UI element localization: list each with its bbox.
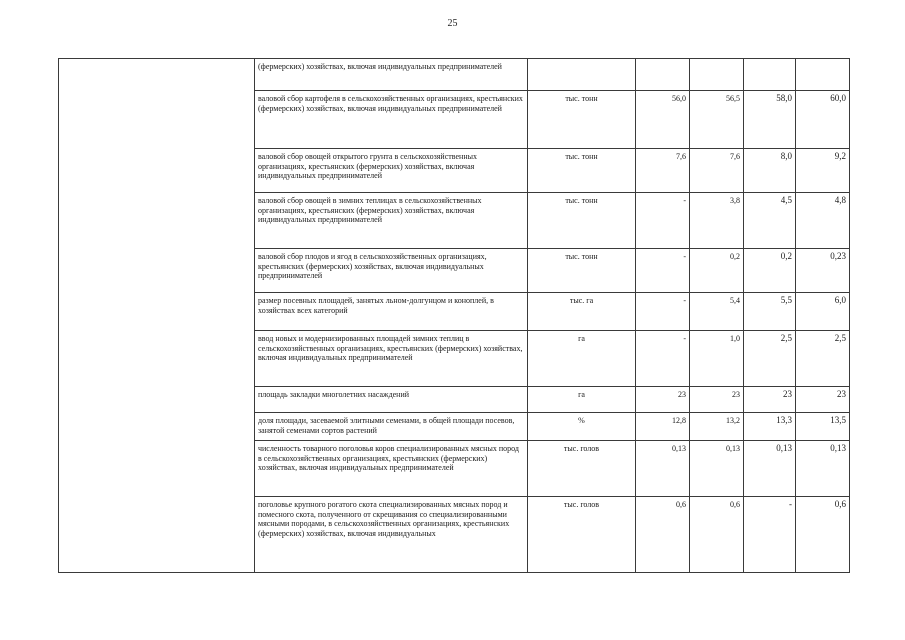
value-cell-4: 13,5 [796,413,850,441]
value-cell-3: - [744,497,796,573]
value-cell-3: 13,3 [744,413,796,441]
value-cell-4: 2,5 [796,331,850,387]
value-cell-2: 1,0 [690,331,744,387]
value-cell-2: 0,2 [690,249,744,293]
unit-cell: тыс. га [528,293,636,331]
unit-cell: тыс. тонн [528,193,636,249]
value-cell-1: 56,0 [636,91,690,149]
value-cell-1: 0,13 [636,441,690,497]
indicator-description: валовой сбор картофеля в сельскохозяйственных организациях, крестьянских (фермерских) хозяйствах, включая индивидуальных предпринимателей [255,91,528,149]
value-cell-3: 0,13 [744,441,796,497]
value-cell-3 [744,59,796,91]
value-cell-1: - [636,331,690,387]
value-cell-2: 0,6 [690,497,744,573]
value-cell-4: 0,23 [796,249,850,293]
value-cell-1: 12,8 [636,413,690,441]
indicator-description: валовой сбор плодов и ягод в сельскохозяйственных организациях, крестьянских (фермерских) хозяйствах, включая индивидуальных предпринимателей [255,249,528,293]
value-cell-1: 7,6 [636,149,690,193]
indicator-description: валовой сбор овощей открытого грунта в сельскохозяйственных организациях, крестьянских (фермерских) хозяйствах, включая индивидуальных предпринимателей [255,149,528,193]
value-cell-2 [690,59,744,91]
unit-cell: тыс. голов [528,497,636,573]
value-cell-3: 5,5 [744,293,796,331]
page-number: 25 [447,18,458,29]
value-cell-3: 0,2 [744,249,796,293]
value-cell-1: - [636,193,690,249]
indicator-description: численность товарного поголовья коров специализированных мясных пород в сельскохозяйственных организациях, крестьянских (фермерских) хозяйствах, включая индивидуальных предпринимателей [255,441,528,497]
value-cell-4: 0,13 [796,441,850,497]
value-cell-3: 4,5 [744,193,796,249]
table-row [59,59,850,91]
indicator-description: валовой сбор овощей в зимних теплицах в сельскохозяйственных организациях, крестьянских (фермерских) хозяйствах, включая индивидуальных предпринимателей [255,193,528,249]
indicator-description: размер посевных площадей, занятых льном-долгунцом и коноплей, в хозяйствах всех категорий [255,293,528,331]
value-cell-3: 58,0 [744,91,796,149]
value-cell-1: 23 [636,387,690,413]
value-cell-1: 0,6 [636,497,690,573]
unit-cell: га [528,387,636,413]
value-cell-1 [636,59,690,91]
value-cell-2: 56,5 [690,91,744,149]
value-cell-3: 2,5 [744,331,796,387]
value-cell-2: 0,13 [690,441,744,497]
value-cell-4 [796,59,850,91]
unit-cell: тыс. тонн [528,249,636,293]
value-cell-4: 6,0 [796,293,850,331]
indicator-description: ввод новых и модернизированных площадей зимних теплиц в сельскохозяйственных организациях, крестьянских (фермерских) хозяйствах, включая индивидуальных предпринимателей [255,331,528,387]
unit-cell: тыс. голов [528,441,636,497]
value-cell-2: 3,8 [690,193,744,249]
indicator-description: площадь закладки многолетних насаждений [255,387,528,413]
indicator-description: (фермерских) хозяйствах, включая индивидуальных предпринимателей [255,59,528,91]
indicator-description: доля площади, засеваемой элитными семенами, в общей площади посевов, занятой семенами сортов растений [255,413,528,441]
unit-cell: тыс. тонн [528,91,636,149]
value-cell-4: 4,8 [796,193,850,249]
unit-cell [528,59,636,91]
value-cell-1: - [636,249,690,293]
value-cell-4: 23 [796,387,850,413]
unit-cell: % [528,413,636,441]
value-cell-4: 0,6 [796,497,850,573]
value-cell-2: 13,2 [690,413,744,441]
indicator-description: поголовье крупного рогатого скота специализированных мясных пород и помесного скота, полученного от скрещивания со специализированными мясными породами, в сельскохозяйственных организациях, крестьянских (фермерских) хозяйствах, включая индивидуальных [255,497,528,573]
value-cell-2: 5,4 [690,293,744,331]
value-cell-2: 7,6 [690,149,744,193]
value-cell-4: 9,2 [796,149,850,193]
value-cell-4: 60,0 [796,91,850,149]
value-cell-3: 8,0 [744,149,796,193]
value-cell-3: 23 [744,387,796,413]
blank-column-cell [59,59,255,573]
value-cell-2: 23 [690,387,744,413]
unit-cell: га [528,331,636,387]
indicators-table [58,58,850,573]
unit-cell: тыс. тонн [528,149,636,193]
value-cell-1: - [636,293,690,331]
